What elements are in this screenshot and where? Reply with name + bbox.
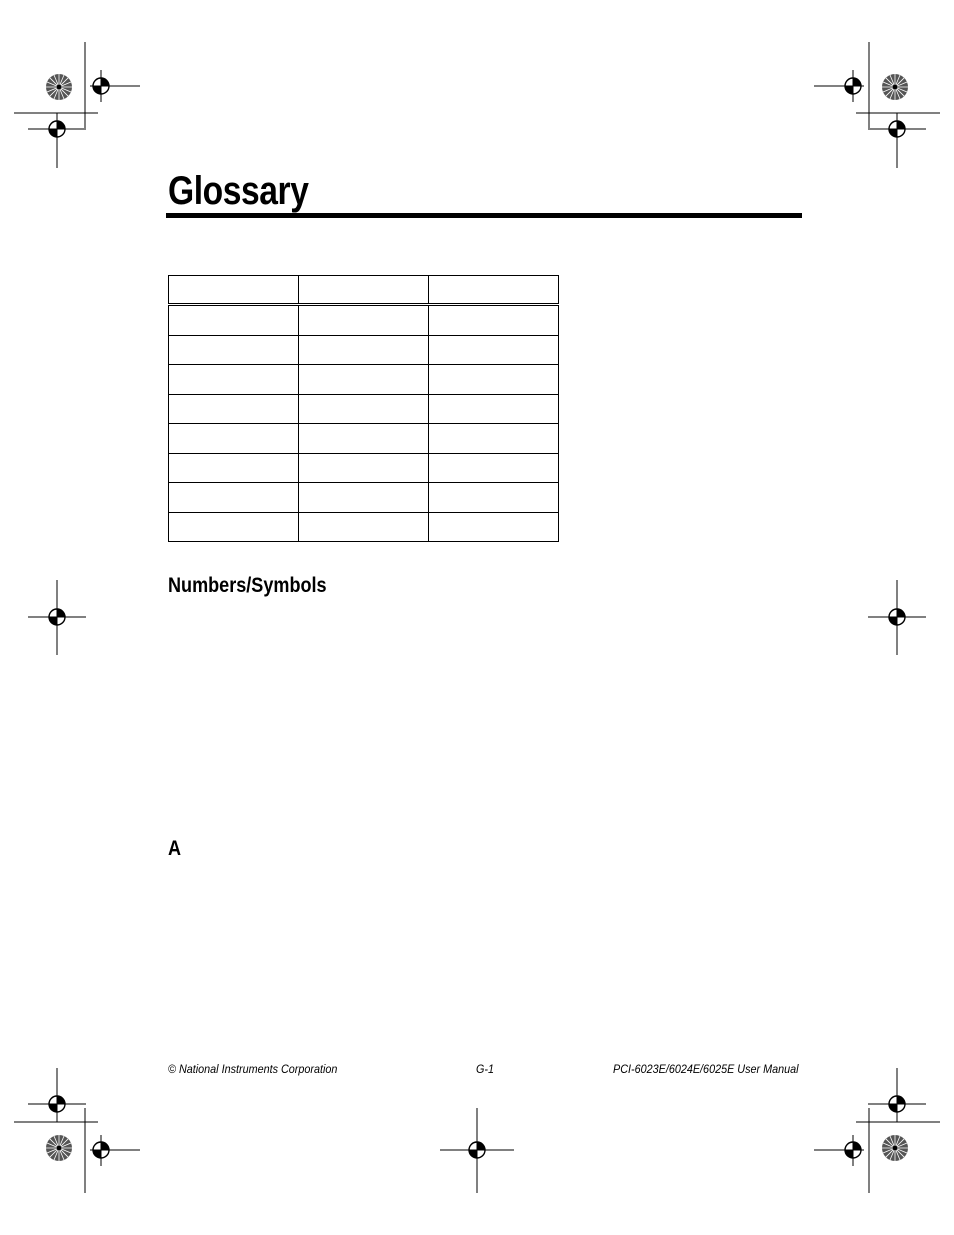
table-row xyxy=(169,483,559,513)
table-cell xyxy=(169,365,299,395)
table-cell xyxy=(299,483,429,513)
table-cell xyxy=(169,335,299,365)
section-heading-a: A xyxy=(168,837,182,860)
title-rule xyxy=(166,213,802,218)
table-row xyxy=(169,305,559,336)
table-row xyxy=(169,512,559,542)
footer-manual-title: PCI-6023E/6024E/6025E User Manual xyxy=(613,1062,799,1076)
table-cell xyxy=(429,424,559,454)
table-cell xyxy=(429,453,559,483)
table-cell xyxy=(299,453,429,483)
table-cell xyxy=(169,305,299,336)
table-cell xyxy=(169,394,299,424)
glossary-table xyxy=(168,275,559,542)
table-cell xyxy=(299,365,429,395)
table-cell xyxy=(299,394,429,424)
table-cell xyxy=(169,483,299,513)
table-cell xyxy=(169,424,299,454)
section-heading-numbers-symbols: Numbers/Symbols xyxy=(168,574,327,597)
table-cell xyxy=(429,365,559,395)
table-row xyxy=(169,453,559,483)
table-cell xyxy=(429,335,559,365)
table-header-row xyxy=(169,276,559,305)
table-cell xyxy=(429,483,559,513)
table-header-cell xyxy=(299,276,429,305)
table-row xyxy=(169,424,559,454)
table-cell xyxy=(429,305,559,336)
table-cell xyxy=(299,305,429,336)
table-cell xyxy=(299,335,429,365)
table-row xyxy=(169,394,559,424)
table-cell xyxy=(169,512,299,542)
table-header-cell xyxy=(429,276,559,305)
table-cell xyxy=(429,512,559,542)
page-title: Glossary xyxy=(168,169,309,213)
footer-page-number: G-1 xyxy=(476,1062,495,1076)
table-row xyxy=(169,335,559,365)
table-cell xyxy=(299,512,429,542)
table-cell xyxy=(169,453,299,483)
table-cell xyxy=(429,394,559,424)
table-cell xyxy=(299,424,429,454)
footer-copyright: © National Instruments Corporation xyxy=(168,1062,338,1076)
table-header-cell xyxy=(169,276,299,305)
table-row xyxy=(169,365,559,395)
